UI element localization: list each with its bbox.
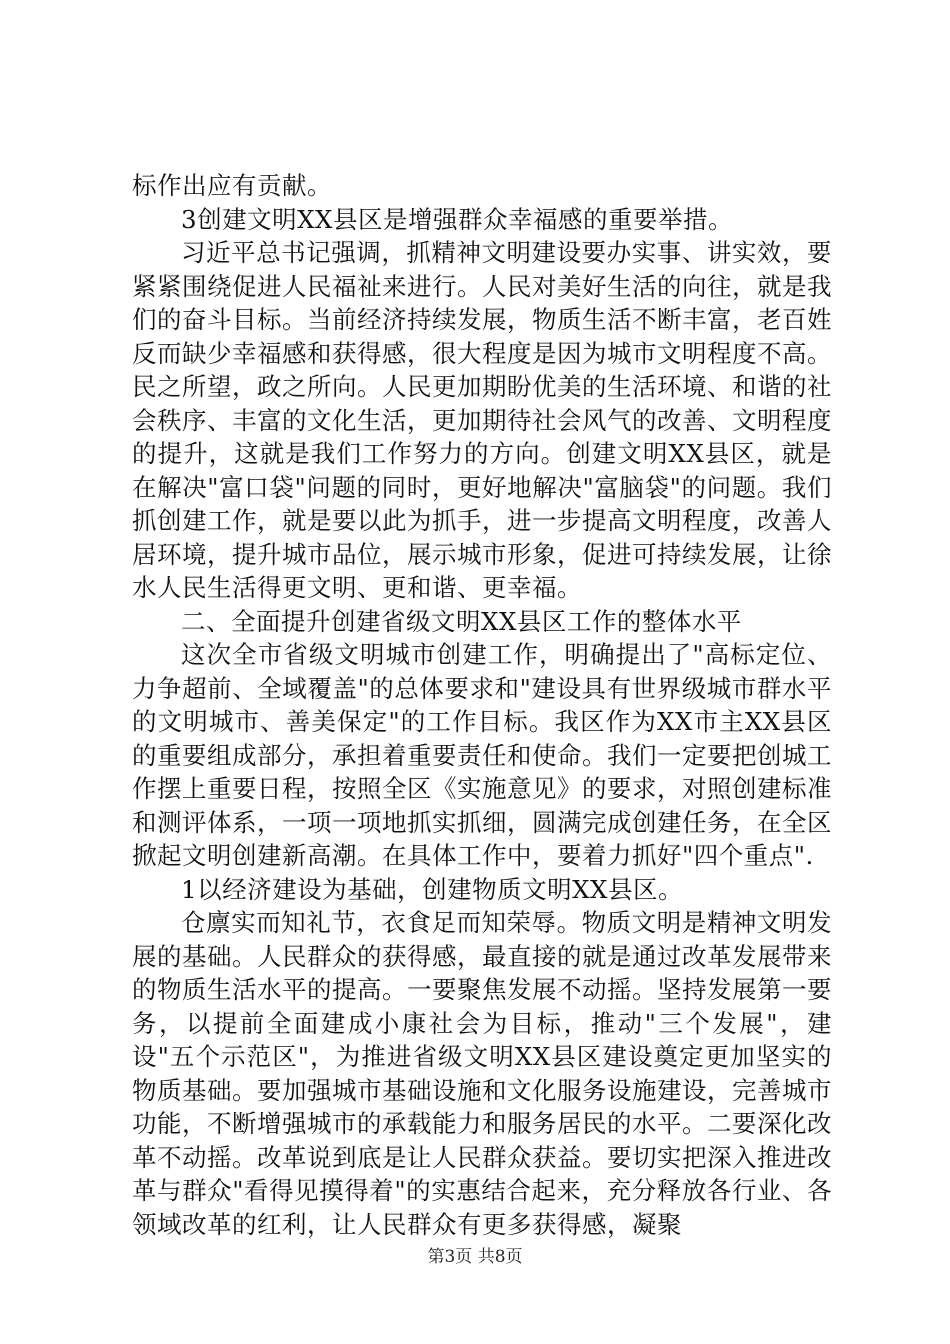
- paragraph: 仓廪实而知礼节，衣食足而知荣辱。物质文明是精神文明发展的基础。人民群众的获得感，最直接的就是通过改革发展带来的物质生活水平的提高。一要聚焦发展不动摇。坚持发展第一要务，以提前全面建成小康社会为目标，推动"三个发展"，建设"五个示范区"，为推进省级文明XX县区建设奠定更加坚实的物质基础。要加强城市基础设施和文化服务设施建设，完善城市功能，不断增强城市的承载能力和服务居民的水平。二要深化改革不动摇。改革说到底是让人民群众获益。要切实把深入推进改革与群众"看得见摸得着"的实惠结合起来，充分释放各行业、各领域改革的红利，让人民群众有更多获得感，凝聚: [132, 908, 832, 1239]
- paragraph: 这次全市省级文明城市创建工作，明确提出了"高标定位、力争超前、全域覆盖"的总体要求和"建设具有世界级城市群水平的文明城市、善美保定"的工作目标。我区作为XX市主XX县区的重要组成部分，承担着重要责任和使命。我们一定要把创城工作摆上重要日程，按照全区《实施意见》的要求，对照创建标准和测评体系，一项一项地抓实抓细，圆满完成创建任务，在全区掀起文明创建新高潮。在具体工作中，要着力抓好"四个重点".: [132, 640, 832, 870]
- section-heading: 1以经济建设为基础，创建物质文明XX县区。: [181, 874, 683, 904]
- section-heading: 二、全面提升创建省级文明XX县区工作的整体水平: [181, 606, 742, 636]
- section-heading: 3创建文明XX县区是增强群众幸福感的重要举措。: [181, 204, 733, 234]
- paragraph: 习近平总书记强调，抓精神文明建设要办实事、讲实效，要紧紧围绕促进人民福祉来进行。人民对美好生活的向往，就是我们的奋斗目标。当前经济持续发展，物质生活不断丰富，老百姓反而缺少幸福感和获得感，很大程度是因为城市文明程度不高。民之所望，政之所向。人民更加期盼优美的生活环境、和谐的社会秩序、丰富的文化生活，更加期待社会风气的改善、文明程度的提升，这就是我们工作努力的方向。创建文明XX县区，就是在解决"富口袋"问题的同时，更好地解决"富脑袋"的问题。我们抓创建工作，就是要以此为抓手，进一步提高文明程度，改善人居环境，提升城市品位，展示城市形象，促进可持续发展，让徐水人民生活得更文明、更和谐、更幸福。: [132, 238, 832, 602]
- paragraph: 标作出应有贡献。: [132, 171, 332, 200]
- body-text: [132, 169, 832, 1241]
- page-footer: 第3页 共8页: [427, 1247, 523, 1267]
